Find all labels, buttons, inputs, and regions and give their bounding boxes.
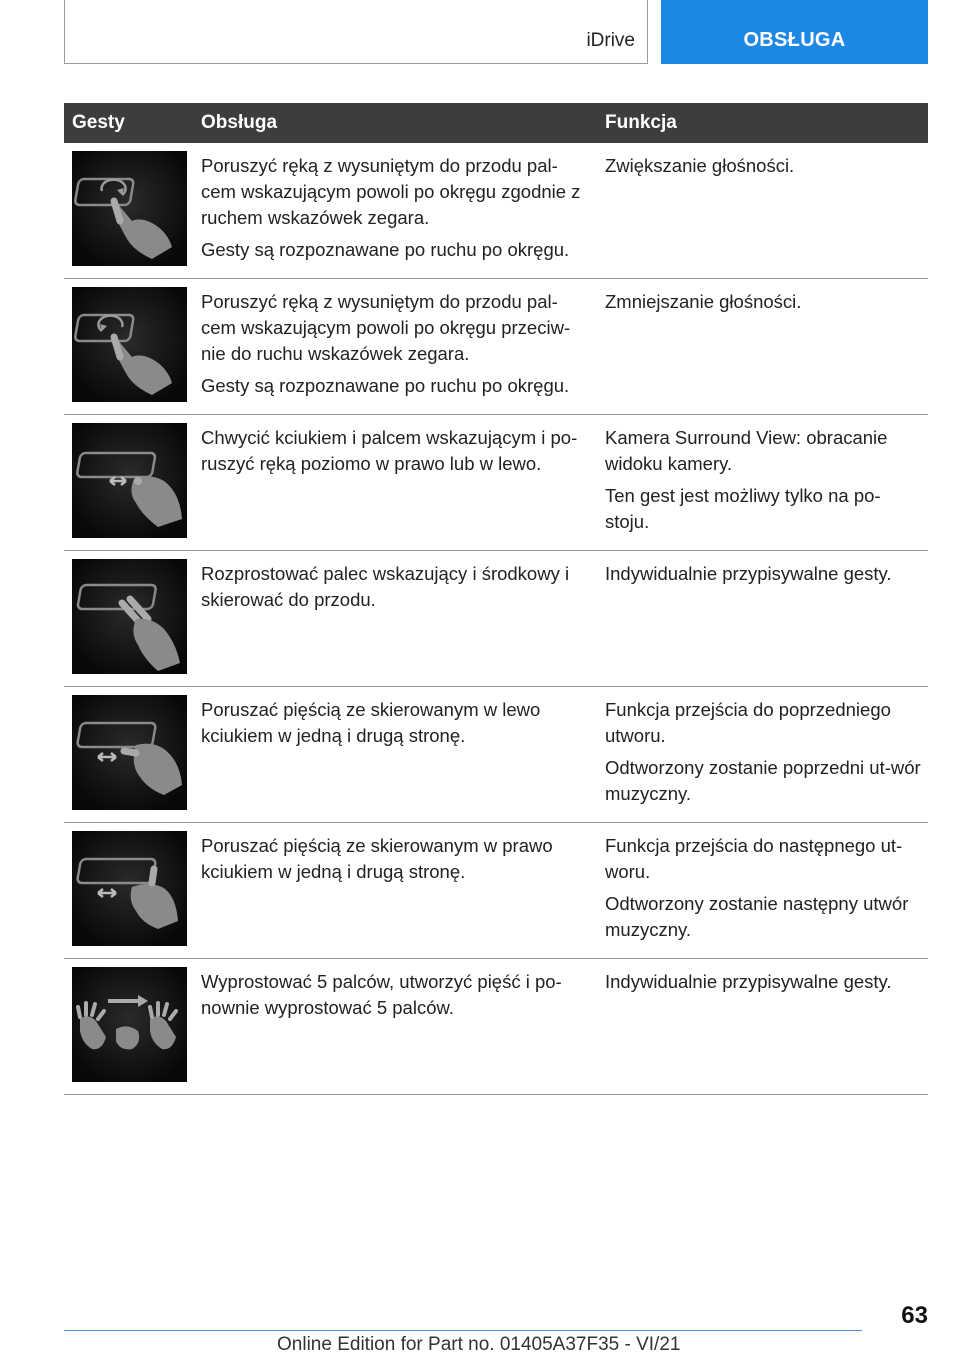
- gesture-table: [64, 103, 928, 1095]
- page-number: 63: [901, 1302, 928, 1329]
- function-text: Funkcja przejścia do następnego ut-woru.: [605, 835, 903, 882]
- operation-text: Poruszyć ręką z wysuniętym do przodu pal-cem wskazującym powoli po okręgu przeciw-nie do ruchu wskazówek zegara.: [201, 291, 571, 364]
- table-row: [64, 687, 928, 823]
- fist-thumb-left-gesture-icon: [72, 695, 187, 810]
- grab-swipe-gesture-icon: [72, 423, 187, 538]
- table-row: [64, 279, 928, 415]
- function-text: Indywidualnie przypisywalne gesty.: [605, 563, 892, 584]
- operation-text: Chwycić kciukiem i palcem wskazującym i po-ruszyć ręką poziomo w prawo lub w lewo.: [201, 427, 578, 474]
- operation-cell: [192, 823, 596, 958]
- header-frame: [64, 0, 648, 64]
- function-note: Odtworzony zostanie poprzedni ut-wór muzyczny.: [605, 757, 921, 804]
- table-row: [64, 415, 928, 551]
- open-fist-open-gesture-icon: [72, 967, 187, 1082]
- table-row: [64, 143, 928, 279]
- two-finger-point-gesture-icon: [72, 559, 187, 674]
- rotate-counterclockwise-gesture-icon: [72, 287, 187, 402]
- operation-cell: [192, 687, 596, 822]
- function-cell: [596, 551, 928, 686]
- function-cell: [596, 687, 928, 822]
- table-row: [64, 551, 928, 687]
- operation-text: Poruszać pięścią ze skierowanym w lewo kciukiem w jedną i drugą stronę.: [201, 699, 541, 746]
- function-cell: [596, 959, 928, 1094]
- function-cell: [596, 143, 928, 278]
- operation-text: Wyprostować 5 palców, utworzyć pięść i po-nownie wyprostować 5 palców.: [201, 971, 562, 1018]
- operation-cell: [192, 415, 596, 550]
- column-header-operation: Obsługa: [201, 112, 278, 133]
- table-header: [64, 103, 928, 143]
- function-text: Funkcja przejścia do poprzedniego utworu.: [605, 699, 891, 746]
- function-text: Kamera Surround View: obracanie widoku kamery.: [605, 427, 888, 474]
- operation-cell: [192, 551, 596, 686]
- function-cell: [596, 279, 928, 414]
- function-note: Odtworzony zostanie następny utwór muzyczny.: [605, 893, 909, 940]
- operation-cell: [192, 959, 596, 1094]
- fist-thumb-right-gesture-icon: [72, 831, 187, 946]
- column-header-function: Funkcja: [605, 112, 677, 133]
- edition-text: Online Edition for Part no. 01405A37F35 - VI/21: [277, 1334, 681, 1355]
- operation-text: Poruszać pięścią ze skierowanym w prawo kciukiem w jedną i drugą stronę.: [201, 835, 553, 882]
- operation-note: Gesty są rozpoznawane po ruchu po okręgu.: [201, 239, 570, 260]
- operation-text: Rozprostować palec wskazujący i środkowy i skierować do przodu.: [201, 563, 570, 610]
- section-title: iDrive: [586, 30, 635, 51]
- function-text: Zwiększanie głośności.: [605, 155, 795, 176]
- function-cell: [596, 823, 928, 958]
- column-header-gestures: Gesty: [72, 112, 125, 133]
- operation-cell: [192, 143, 596, 278]
- operation-text: Poruszyć ręką z wysuniętym do przodu pal-cem wskazującym powoli po okręgu zgodnie z ruchem wskazówek zegara.: [201, 155, 581, 228]
- function-text: Indywidualnie przypisywalne gesty.: [605, 971, 892, 992]
- function-note: Ten gest jest możliwy tylko na po-stoju.: [605, 485, 881, 532]
- operation-note: Gesty są rozpoznawane po ruchu po okręgu.: [201, 375, 570, 396]
- table-row: [64, 823, 928, 959]
- rotate-clockwise-gesture-icon: [72, 151, 187, 266]
- operation-cell: [192, 279, 596, 414]
- function-cell: [596, 415, 928, 550]
- function-text: Zmniejszanie głośności.: [605, 291, 802, 312]
- chapter-tab: OBSŁUGA: [661, 0, 928, 64]
- footer-divider: [64, 1330, 862, 1331]
- table-row: [64, 959, 928, 1095]
